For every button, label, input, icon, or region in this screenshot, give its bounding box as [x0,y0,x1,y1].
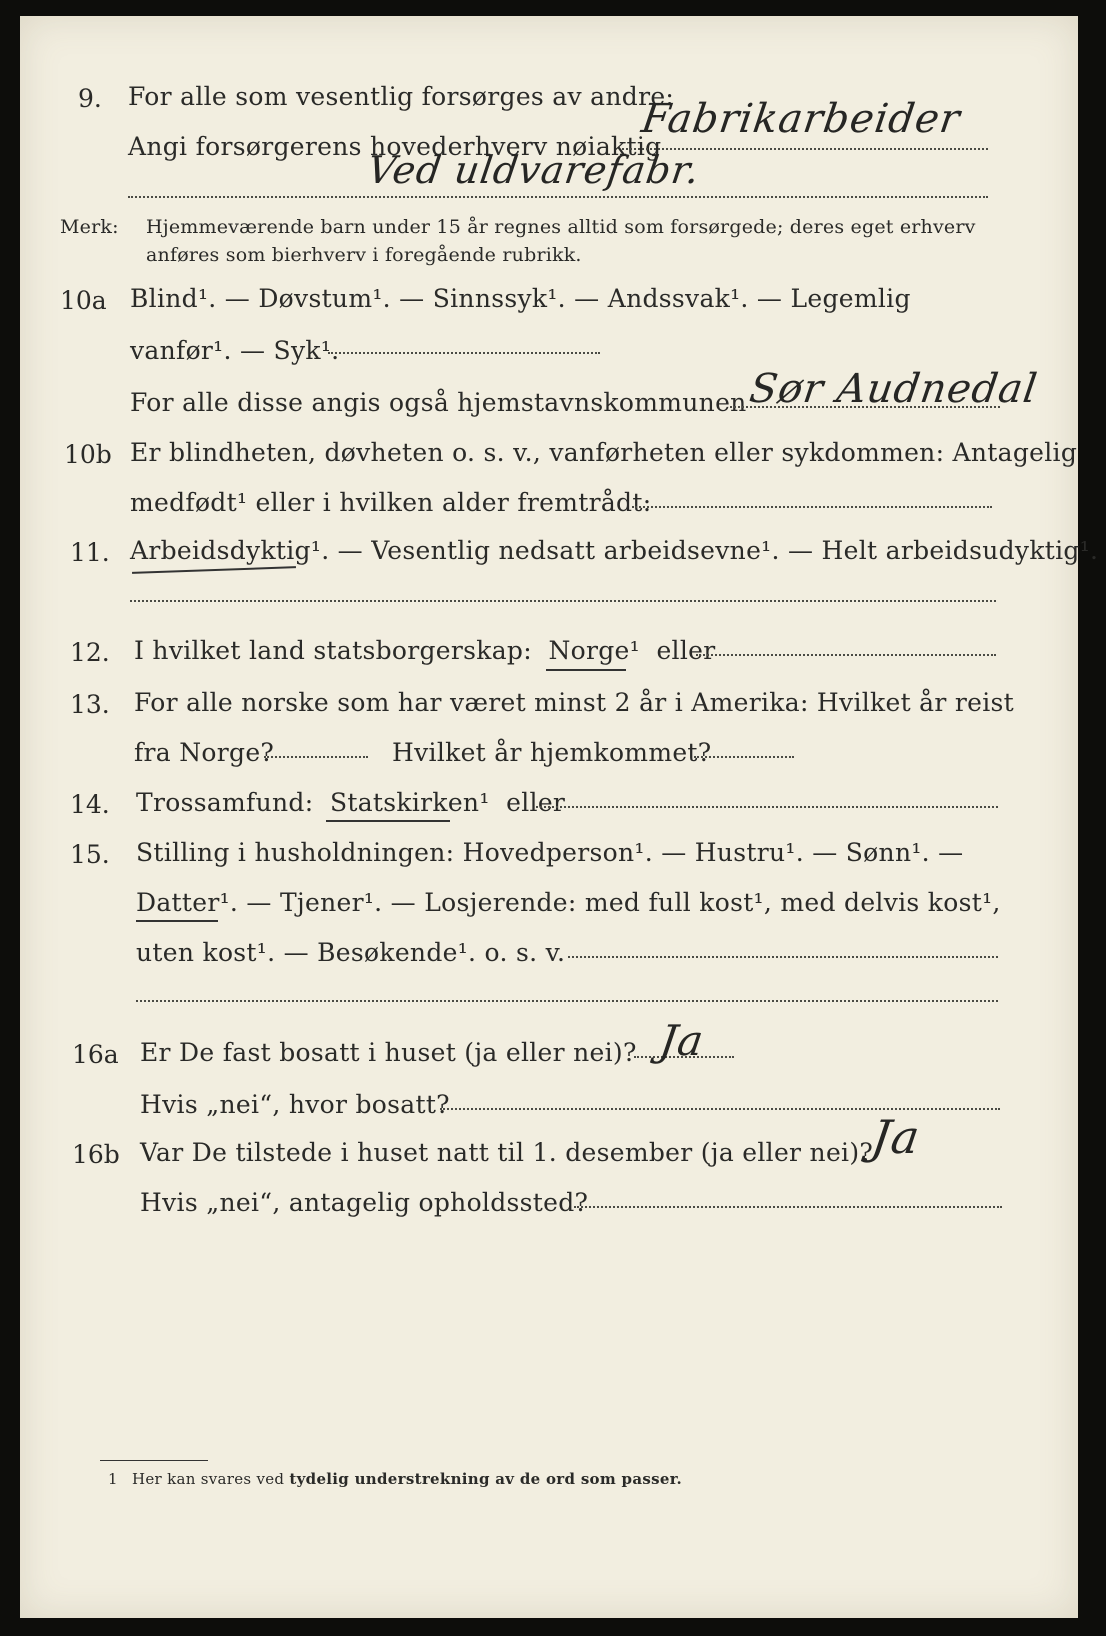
footnote-prefix: Her kan svares ved [132,1470,285,1488]
q11-rest: . — Vesentlig nedsatt arbeidsevne¹. — Helt arbeidsudyktig¹. [321,536,1099,565]
q10a-line2: vanfør¹. — Syk¹. [130,336,340,365]
q13-year-left-line [264,756,368,758]
q14-option-statskirken[interactable]: Statskirken¹ [329,788,490,817]
q15-line1: Stilling i husholdningen: Hovedperson¹. — Hustru¹. — Sønn¹. — [136,838,964,867]
q10a-line3: For alle disse angis også hjemstavnskommunen [130,388,747,417]
q10a-line1: Blind¹. — Døvstum¹. — Sinnssyk¹. — Andssvak¹. — Legemlig [130,284,911,313]
q13-line1: For alle norske som har været minst 2 år i Amerika: Hvilket år reist [134,688,1015,717]
q12-underline [546,669,626,671]
q10b-number: 10b [64,440,112,469]
q16a-handwritten-answer: Ja [656,1016,708,1065]
merk-line2: anføres som bierhverv i foregående rubrikk. [146,244,582,266]
q14-text [136,788,565,817]
q13-number: 13. [70,690,110,719]
q16a-line1: Er De fast bosatt i huset (ja eller nei)? [140,1038,637,1067]
q10b-answer-line [632,506,992,508]
q16a-line2: Hvis „nei“, hvor bosatt? [140,1090,450,1119]
q12-option-norge[interactable]: Norge¹ [548,636,640,665]
q16b-handwritten-answer: Ja [868,1110,924,1164]
q15-number: 15. [70,840,110,869]
q13-year-returned-line [694,756,794,758]
q9-handwritten-answer: Fabrikarbeider [638,96,964,142]
q13-line2a: fra Norge? [134,738,275,767]
footnote-text [132,1470,682,1488]
q9-line2: Angi forsørgerens hovederhverv nøiaktig [128,132,662,161]
merk-label: Merk: [60,216,119,238]
q15-option-datter[interactable]: Datter¹ [136,888,230,917]
q15-answer-line-2 [136,1000,998,1002]
q12-prefix: I hvilket land statsborgerskap: [134,636,532,665]
q13-line2b: Hvilket år hjemkommet? [392,738,712,767]
q16b-number: 16b [72,1140,120,1169]
q9-handwritten-answer-2: Ved uldvarefabr. [364,148,703,192]
q15-line3: uten kost¹. — Besøkende¹. o. s. v. [136,938,566,967]
census-form-page [20,16,1099,1618]
q11-option-arbeidsdyktig[interactable]: Arbeidsdyktig¹ [130,536,322,565]
q12-text [134,636,716,665]
q10a-handwritten-answer: Sør Audnedal [746,366,1041,412]
q11-underline [132,566,296,574]
q15-line2-rest: . — Tjener¹. — Losjerende: med full kost¹, med delvis kost¹, [229,888,1001,917]
q14-number: 14. [70,790,110,819]
q11-text [130,536,1098,565]
q16b-where-line [574,1206,1002,1208]
q12-number: 12. [70,638,110,667]
q15-line2 [136,888,1001,917]
footnote-mark: 1 [108,1470,118,1488]
q14-suffix: eller [506,788,566,817]
q12-suffix: eller [656,636,716,665]
q11-number: 11. [70,538,110,567]
q9-line1: For alle som vesentlig forsørges av andre: [128,82,675,111]
footnote-bold: tydelig understrekning av de ord som passer. [289,1470,683,1488]
q16a-number: 16a [72,1040,119,1069]
merk-line1: Hjemmeværende barn under 15 år regnes alltid som forsørgede; deres eget erhverv [146,216,976,238]
q15-answer-line [568,956,998,958]
q14-underline [326,820,450,822]
q16b-line1: Var De tilstede i huset natt til 1. desember (ja eller nei)? [140,1138,874,1167]
q10a-number: 10a [60,286,107,315]
q14-prefix: Trossamfund: [136,788,314,817]
q16b-line2: Hvis „nei“, antagelig opholdssted? [140,1188,589,1217]
q15-underline [136,920,218,922]
q12-answer-line [696,654,996,656]
q11-answer-line [130,600,996,602]
q9-answer-line-2 [128,196,988,198]
q10b-line1: Er blindheten, døvheten o. s. v., vanførheten eller sykdommen: Antagelig [130,438,1078,467]
footnote-rule [100,1460,208,1461]
q10b-line2: medfødt¹ eller i hvilken alder fremtrådt: [130,488,652,517]
q10a-syk-line [328,352,600,354]
q9-number: 9. [78,84,102,113]
q14-answer-line [536,806,998,808]
